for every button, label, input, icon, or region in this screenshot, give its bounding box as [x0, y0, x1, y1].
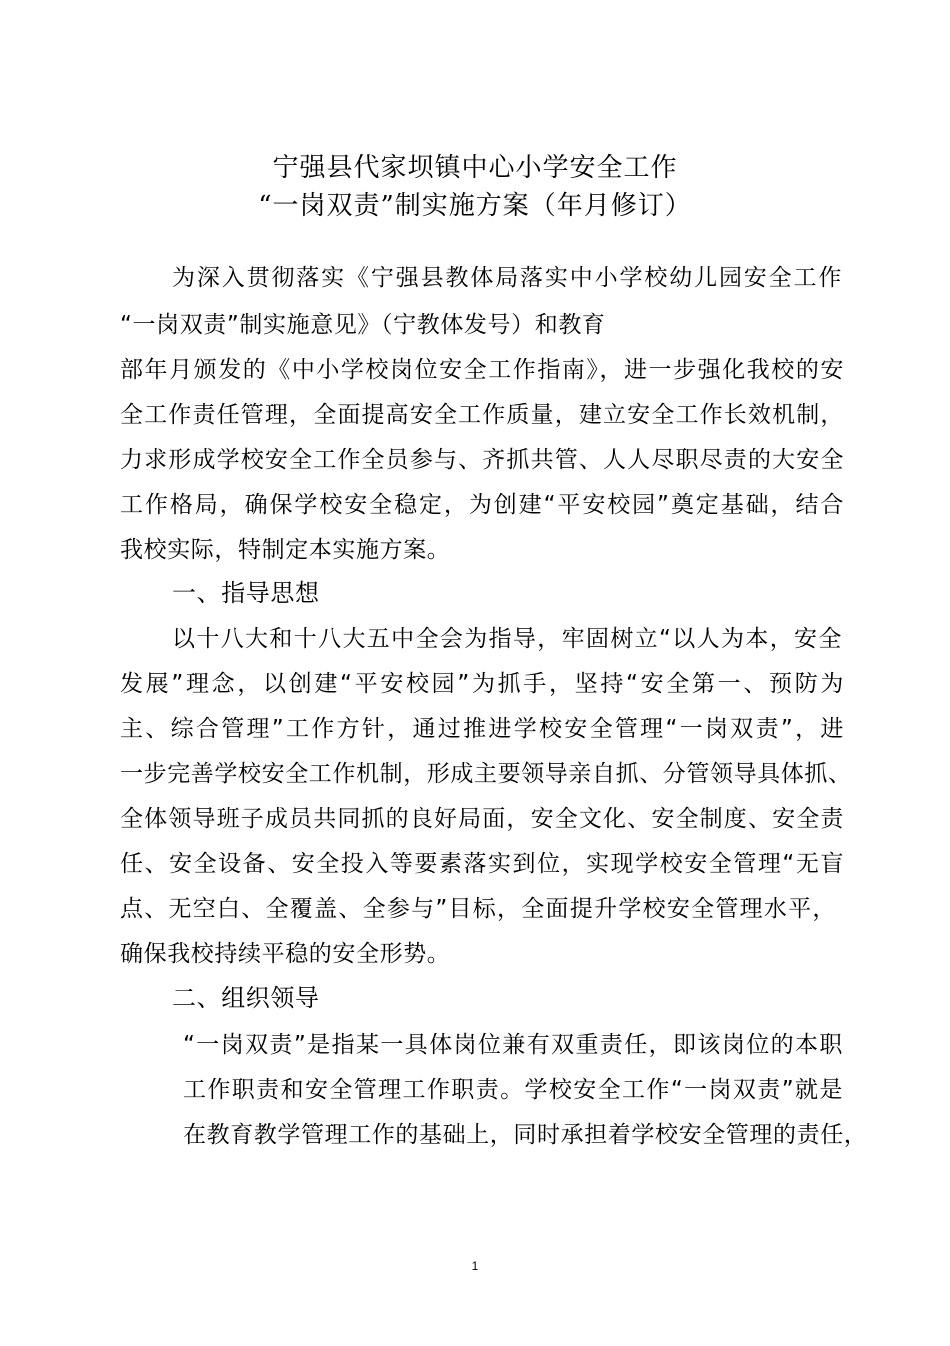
page-number: 1 [471, 1259, 479, 1273]
paragraph-line: “一岗双责”是指某一具体岗位兼有双重责任，即该岗位的本职 [183, 1032, 843, 1058]
paragraph-line: 全工作责任管理，全面提高安全工作质量，建立安全工作长效机制， [120, 402, 844, 428]
paragraph-line: 以十八大和十八大五中全会为指导，牢固树立“以人为本，安全 [172, 626, 842, 652]
paragraph-line: 力求形成学校安全工作全员参与、齐抓共管、人人尽职尽责的大安全 [120, 447, 844, 473]
paragraph-line: 任、安全设备、安全投入等要素落实到位，实现学校安全管理“无盲 [120, 851, 844, 877]
paragraph-line: 工作格局，确保学校安全稳定，为创建“平安校园”奠定基础，结合 [120, 492, 844, 518]
section-heading: 二、组织领导 [172, 984, 320, 1012]
paragraph-line: 点、无空白、全覆盖、全参与”目标，全面提升学校安全管理水平， [120, 896, 836, 922]
paragraph-line: 为深入贯彻落实《宁强县教体局落实中小学校幼儿园安全工作 [172, 265, 842, 291]
paragraph-line: 工作职责和安全管理工作职责。学校安全工作“一岗双责”就是 [183, 1077, 843, 1103]
paragraph-line: 部年月颁发的《中小学校岗位安全工作指南》，进一步强化我校的安 [120, 357, 844, 383]
section-heading: 一、指导思想 [172, 579, 320, 607]
paragraph-line: 确保我校持续平稳的安全形势。 [120, 941, 451, 967]
paragraph-line: 发展”理念，以创建“平安校园”为抓手，坚持“安全第一、预防为 [120, 671, 844, 697]
paragraph-line: 全体领导班子成员共同抓的良好局面，安全文化、安全制度、安全责 [120, 806, 844, 832]
document-title-line-2: “一岗双责”制实施方案（年月修订） [258, 191, 692, 221]
paragraph-line: 在教育教学管理工作的基础上，同时承担着学校安全管理的责任， [183, 1122, 868, 1148]
paragraph-line: “一岗双责”制实施意见》（宁教体发号）和教育 [120, 312, 606, 338]
paragraph-line: 一步完善学校安全工作机制，形成主要领导亲自抓、分管领导具体抓、 [120, 761, 852, 787]
document-title-line-1: 宁强县代家坝镇中心小学安全工作 [272, 153, 678, 183]
paragraph-line: 主、综合管理”工作方针，通过推进学校安全管理“一岗双责”，进 [120, 716, 844, 742]
paragraph-line: 我校实际，特制定本实施方案。 [120, 537, 451, 563]
